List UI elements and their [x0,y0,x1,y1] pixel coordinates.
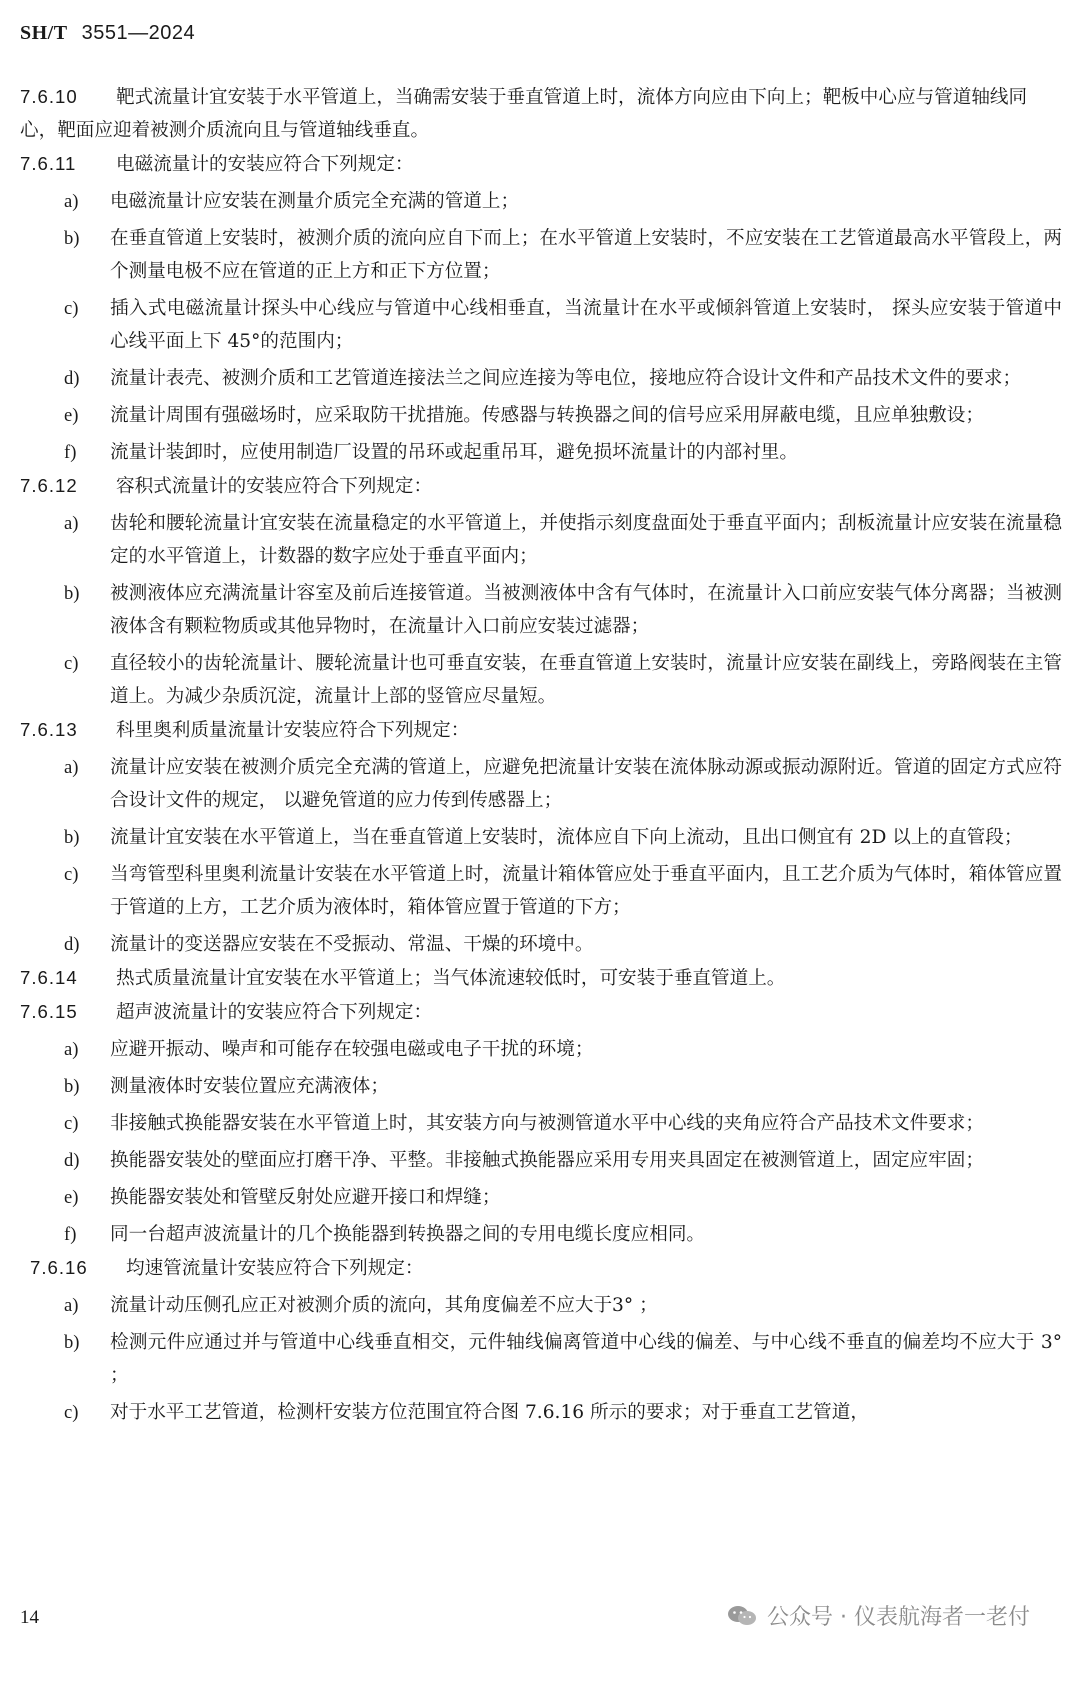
list-item-text: 流量计装卸时，应使用制造厂设置的吊环或起重吊耳，避免损坏流量计的内部衬里。 [110,442,798,463]
list-item-text: 流量计表壳、被测介质和工艺管道连接法兰之间应连接为等电位，接地应符合设计文件和产品技术文件的要求； [110,368,1022,389]
section-number: 7.6.12 [20,475,78,496]
list-item-label: a) [64,191,79,212]
list-item [20,399,1062,432]
list-item-text: 在垂直管道上安装时，被测介质的流向应自下而上；在水平管道上安装时，不应安装在工艺管道最高水平管段上，两个测量电极不应在管道的正上方和正下方位置； [110,228,1062,282]
list-item [20,647,1062,713]
list-item-label: d) [64,368,80,389]
list-item [20,1107,1062,1140]
list-item-label: c) [64,653,79,674]
section [20,80,1062,147]
section [20,469,1062,503]
list-item-text: 电磁流量计应安装在测量介质完全充满的管道上； [110,191,520,212]
list-item-label: c) [64,864,79,885]
list-item-label: b) [64,583,80,604]
section [20,147,1062,181]
section [20,1251,1062,1285]
list-item-label: e) [64,405,79,426]
section-text: 电磁流量计的安装应符合下列规定： [116,154,414,175]
list-item [20,185,1062,218]
list-item-label: c) [64,298,79,319]
list-item [20,858,1062,924]
list-item-label: d) [64,934,80,955]
section-text: 靶式流量计宜安装于水平管道上，当确需安装于垂直管道上时，流体方向应由下向上；靶板中心应与管道轴线同心，靶面应迎着被测介质流向且与管道轴线垂直。 [20,87,1028,141]
list-item [20,222,1062,288]
section-number: 7.6.11 [20,153,77,174]
list-item [20,928,1062,961]
section-text: 科里奥利质量流量计安装应符合下列规定： [116,720,470,741]
list-item [20,577,1062,643]
list-item-text: 非接触式换能器安装在水平管道上时，其安装方向与被测管道水平中心线的夹角应符合产品技术文件要求； [110,1113,984,1134]
list-item [20,507,1062,573]
document-header [20,22,195,45]
list-item-text: 流量计应安装在被测介质完全充满的管道上，应避免把流量计安装在流体脉动源或振动源附近。管道的固定方式应符合设计文件的规定， 以避免管道的应力传到传感器上； [110,757,1062,811]
list-item-text: 流量计宜安装在水平管道上，当在垂直管道上安装时，流体应自下向上流动，且出口侧宜有 2D 以上的直管段； [110,827,1023,848]
standard-number: 3551—2024 [81,22,196,44]
list-item-text: 被测液体应充满流量计容室及前后连接管道。当被测液体中含有气体时，在流量计入口前应安装气体分离器；当被测液体含有颗粒物质或其他异物时，在流量计入口前应安装过滤器； [110,583,1062,637]
list-item [20,1326,1062,1392]
page-number: 14 [20,1607,39,1628]
list-item [20,1218,1062,1251]
watermark [727,1600,1030,1631]
list-item-label: c) [64,1113,79,1134]
list-item [20,1144,1062,1177]
list-item [20,292,1062,358]
list-item-label: e) [64,1187,79,1208]
document-body [20,80,1062,1429]
list-item [20,751,1062,817]
list-item-text: 应避开振动、噪声和可能存在较强电磁或电子干扰的环境； [110,1039,594,1060]
list-item-text: 对于水平工艺管道，检测杆安装方位范围宜符合图 7.6.16 所示的要求；对于垂直工艺管道， [110,1402,869,1423]
list-item-label: b) [64,1076,80,1097]
standard-code: SH/T [20,22,68,44]
list-item-text: 换能器安装处和管壁反射处应避开接口和焊缝； [110,1187,501,1208]
section-text: 容积式流量计的安装应符合下列规定： [116,476,433,497]
list-item-label: f) [64,1224,77,1245]
list-item-text: 测量液体时安装位置应充满液体； [110,1076,389,1097]
list-item [20,1181,1062,1214]
list-item [20,821,1062,854]
section-number: 7.6.10 [20,86,78,107]
list-item-label: a) [64,757,79,778]
list-item [20,436,1062,469]
list-item-text: 换能器安装处的壁面应打磨干净、平整。非接触式换能器应采用专用夹具固定在被测管道上，固定应牢固； [110,1150,984,1171]
list-item [20,1033,1062,1066]
section [20,995,1062,1029]
section-text: 均速管流量计安装应符合下列规定： [126,1258,424,1279]
section-number: 7.6.15 [20,1001,78,1022]
section [20,713,1062,747]
list-item-label: c) [64,1402,79,1423]
section-text: 超声波流量计的安装应符合下列规定： [116,1002,433,1023]
list-item-text: 流量计的变送器应安装在不受振动、常温、干燥的环境中。 [110,934,594,955]
section [20,961,1062,995]
list-item-label: a) [64,1039,79,1060]
list-item-text: 检测元件应通过并与管道中心线垂直相交，元件轴线偏离管道中心线的偏差、与中心线不垂直的偏差均不应大于 3° ； [110,1332,1062,1386]
wechat-icon [727,1604,757,1628]
section-number: 7.6.14 [20,967,78,988]
list-item-text: 齿轮和腰轮流量计宜安装在流量稳定的水平管道上，并使指示刻度盘面处于垂直平面内；刮板流量计应安装在流量稳定的水平管道上，计数器的数字应处于垂直平面内； [110,513,1062,567]
list-item-label: a) [64,513,79,534]
list-item-label: d) [64,1150,80,1171]
list-item-text: 流量计动压侧孔应正对被测介质的流向，其角度偏差不应大于3° ； [110,1295,658,1316]
list-item [20,1396,1062,1429]
watermark-text: 公众号 · 仪表航海者一老付 [767,1605,1030,1630]
list-item-text: 同一台超声波流量计的几个换能器到转换器之间的专用电缆长度应相同。 [110,1224,706,1245]
list-item-text: 当弯管型科里奥利流量计安装在水平管道上时，流量计箱体管应处于垂直平面内，且工艺介质为气体时，箱体管应置于管道的上方，工艺介质为液体时，箱体管应置于管道的下方； [110,864,1062,918]
list-item-text: 流量计周围有强磁场时，应采取防干扰措施。传感器与转换器之间的信号应采用屏蔽电缆，且应单独敷设； [110,405,984,426]
section-number: 7.6.13 [20,719,78,740]
list-item-label: b) [64,1332,80,1353]
list-item-text: 插入式电磁流量计探头中心线应与管道中心线相垂直，当流量计在水平或倾斜管道上安装时， 探头应安装于管道中心线平面上下 45°的范围内； [110,298,1062,352]
section-number: 7.6.16 [30,1257,88,1278]
list-item [20,1070,1062,1103]
list-item [20,1289,1062,1322]
list-item-text: 直径较小的齿轮流量计、腰轮流量计也可垂直安装，在垂直管道上安装时，流量计应安装在副线上，旁路阀装在主管道上。为减少杂质沉淀，流量计上部的竖管应尽量短。 [110,653,1062,707]
section-text: 热式质量流量计宜安装在水平管道上；当气体流速较低时，可安装于垂直管道上。 [116,968,786,989]
list-item-label: b) [64,228,80,249]
list-item-label: a) [64,1295,79,1316]
list-item-label: b) [64,827,80,848]
list-item-label: f) [64,442,77,463]
list-item [20,362,1062,395]
